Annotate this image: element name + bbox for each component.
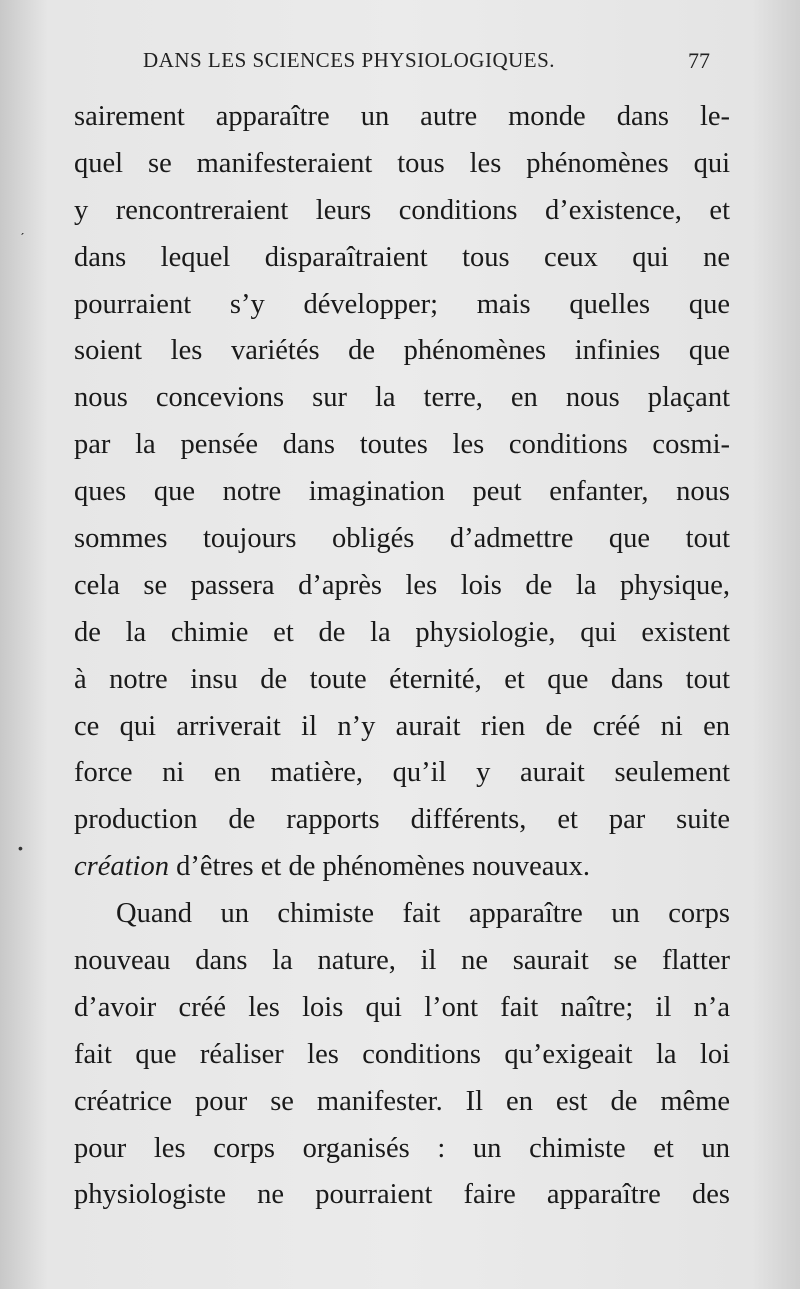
italic-term: création [74, 851, 169, 883]
text-line: force ni en matière, qu’il y aurait seulement [74, 757, 730, 789]
text-line: cela se passera d’après les lois de la physique, [74, 569, 730, 601]
text-line: pourraient s’y développer; mais quelles que [74, 288, 730, 320]
text-line: sairement apparaître un autre monde dans le- [74, 101, 730, 132]
text-line-first: Quand un chimiste fait apparaître un corps [116, 898, 730, 930]
text-line-last [74, 844, 730, 891]
margin-speck: • [18, 840, 23, 856]
text-line: sommes toujours obligés d’admettre que tout [74, 523, 730, 555]
text-line: de la chimie et de la physiologie, qui existent [74, 616, 730, 648]
text-line: ques que notre imagination peut enfanter, nous [74, 476, 730, 508]
paragraph-2 [74, 891, 730, 1219]
text-line: à notre insu de toute éternité, et que dans tout [74, 663, 730, 695]
text-line: pour les corps organisés : un chimiste et un [74, 1132, 730, 1164]
running-title: DANS LES SCIENCES PHYSIOLOGIQUES. [143, 48, 556, 72]
text-line: physiologiste ne pourraient faire apparaître des [74, 1179, 730, 1211]
margin-speck: ˊ [20, 230, 25, 246]
body-text [74, 94, 730, 1219]
text-line: d’avoir créé les lois qui l’ont fait naître; il n’a [74, 991, 730, 1023]
text-line: ce qui arriverait il n’y aurait rien de créé ni en [74, 710, 730, 742]
text-line: y rencontreraient leurs conditions d’existence, et [74, 194, 730, 226]
text-line: dans lequel disparaîtraient tous ceux qui ne [74, 241, 730, 273]
text-line: créatrice pour se manifester. Il en est de même [74, 1085, 730, 1117]
text-line: fait que réaliser les conditions qu’exigeait la loi [74, 1038, 730, 1070]
text-line-rest: d’êtres et de phénomènes nouveaux. [168, 851, 590, 883]
text-line: production de rapports différents, et par suite [74, 804, 730, 836]
page-number: 77 [688, 48, 710, 73]
text-line: nouveau dans la nature, il ne saurait se flatter [74, 945, 730, 977]
text-line: par la pensée dans toutes les conditions cosmi- [74, 429, 730, 461]
text-line: quel se manifesteraient tous les phénomènes qui [74, 147, 730, 179]
paragraph-1 [74, 94, 730, 891]
running-head [0, 48, 800, 78]
text-line: soient les variétés de phénomènes infinies que [74, 335, 730, 367]
text-line: nous concevions sur la terre, en nous plaçant [74, 382, 730, 414]
